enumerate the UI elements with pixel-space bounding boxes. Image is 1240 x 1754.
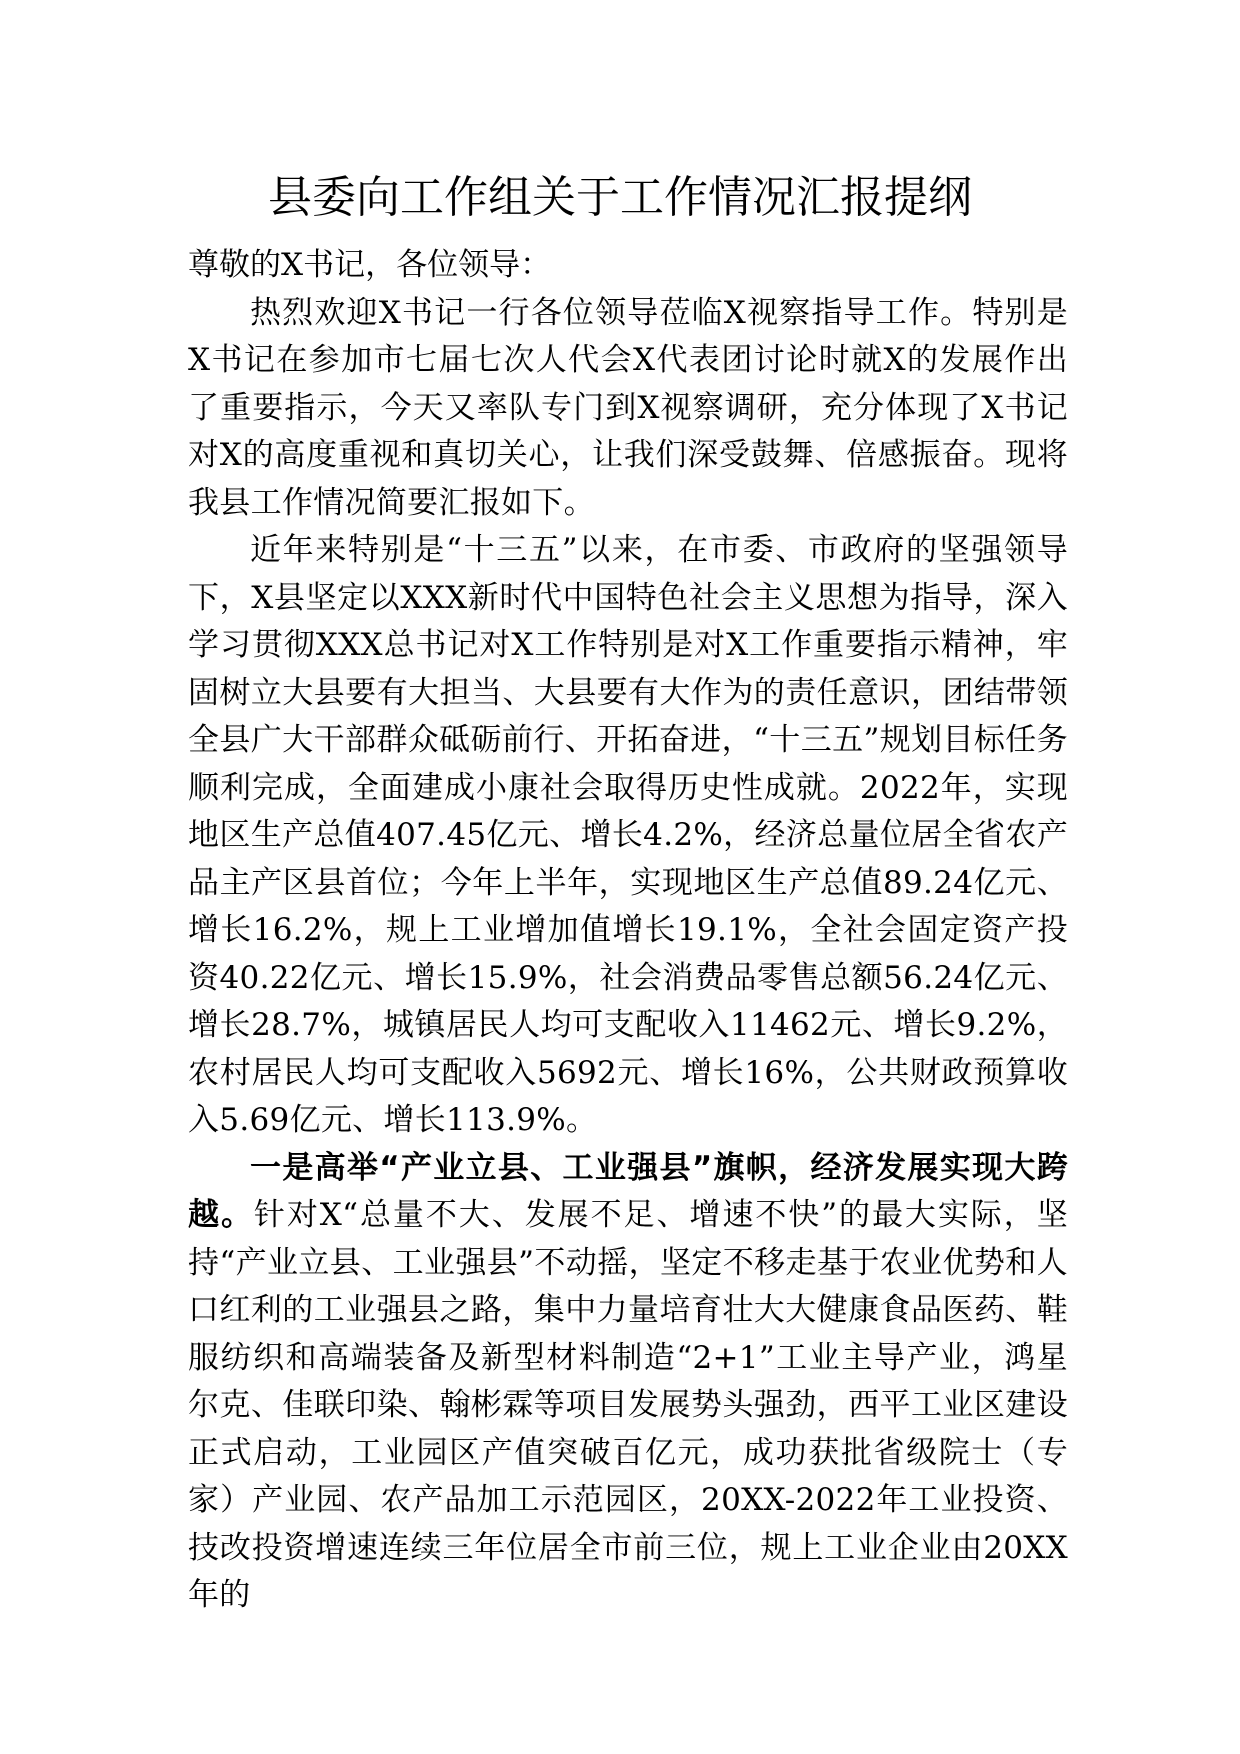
paragraph-welcome: 热烈欢迎X书记一行各位领导莅临X视察指导工作。特别是X书记在参加市七届七次人代会X代表团讨论时就X的发展作出了重要指示，今天又率队专门到X视察调研，充分体现了X书记对X的高度重视和真切关心，让我们深受鼓舞、倍感振奋。现将我县工作情况简要汇报如下。 (188, 294, 1068, 521)
document-title: 县委向工作组关于工作情况汇报提纲 (268, 172, 972, 223)
document-body (188, 242, 1068, 1620)
paragraph-section-one (188, 1145, 1068, 1620)
section-one-heading: 一是高举“产业立县、工业强县”旗帜，经济发展实现大跨越。 (188, 1149, 1068, 1233)
salutation: 尊敬的X书记，各位领导： (188, 247, 552, 283)
section-one-text: 针对X“总量不大、发展不足、增速不快”的最大实际，坚持“产业立县、工业强县”不动摇，坚定不移走基于农业优势和人口红利的工业强县之路，集中力量培育壮大大健康食品医药、鞋服纺织和高端装备及新型材料制造“2+1”工业主导产业，鸿星尔克、佳联印染、翰彬霖等项目发展势头强劲，西平工业区建设正式启动，工业园区产值突破百亿元，成功获批省级院士（专家）产业园、农产品加工示范园区，20XX-2022年工业投资、技改投资增速连续三年位居全市前三位，规上工业企业由20XX年的 (188, 1197, 1068, 1613)
paragraph-overview: 近年来特别是“十三五”以来，在市委、市政府的坚强领导下，X县坚定以XXX新时代中国特色社会主义思想为指导，深入学习贯彻XXX总书记对X工作特别是对X工作重要指示精神，牢固树立大县要有大担当、大县要有大作为的责任意识，团结带领全县广大干部群众砥砺前行、开拓奋进，“十三五”规划目标任务顺利完成，全面建成小康社会取得历史性成就。2022年，实现地区生产总值407.45亿元、增长4.2%，经济总量位居全省农产品主产区县首位；今年上半年，实现地区生产总值89.24亿元、增长16.2%，规上工业增加值增长19.1%，全社会固定资产投资40.22亿元、增长15.9%，社会消费品零售总额56.24亿元、增长28.7%，城镇居民人均可支配收入11462元、增长9.2%，农村居民人均可支配收入5692元、增长16%，公共财政预算收入5.69亿元、增长113.9%。 (188, 532, 1068, 1138)
